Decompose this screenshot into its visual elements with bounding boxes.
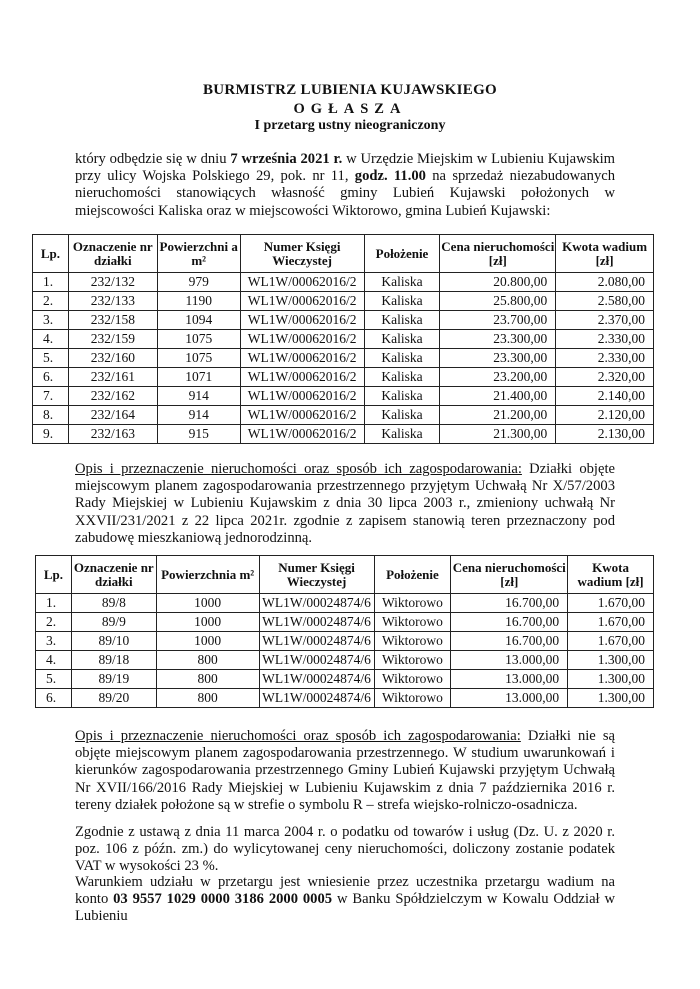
description-label-2: Opis i przeznaczenie nieruchomości oraz sposób ich zagospodarowania:	[75, 728, 521, 744]
plot-price: 13.000,00	[451, 651, 568, 670]
tender-type-heading: I przetarg ustny nieograniczony	[254, 118, 446, 133]
header-plot-number: Oznaczenie nr działki	[68, 235, 157, 273]
plot-price: 16.700,00	[451, 594, 568, 613]
header-price: Cena nieruchomości [zł]	[451, 556, 568, 594]
plot-location: Wiktorowo	[374, 651, 451, 670]
plot-area: 914	[157, 387, 240, 406]
row-lp: 3.	[36, 632, 72, 651]
plot-number: 89/8	[71, 594, 156, 613]
header-land-register: Numer Księgi Wieczystej	[240, 235, 364, 273]
land-register-number: WL1W/00024874/6	[259, 613, 374, 632]
table-row	[33, 425, 654, 444]
plot-area: 800	[156, 651, 259, 670]
plot-price: 13.000,00	[451, 670, 568, 689]
row-lp: 5.	[33, 349, 69, 368]
plot-area: 1094	[157, 311, 240, 330]
table-row	[36, 594, 654, 613]
row-lp: 6.	[36, 689, 72, 708]
plot-location: Kaliska	[364, 273, 440, 292]
mayor-heading: BURMISTRZ LUBIENIA KUJAWSKIEGO	[202, 82, 498, 98]
plot-price: 21.200,00	[440, 406, 556, 425]
plot-location: Kaliska	[364, 368, 440, 387]
table-row	[36, 651, 654, 670]
header-lp: Lp.	[36, 556, 72, 594]
deposit-amount: 1.300,00	[568, 651, 654, 670]
plot-price: 20.800,00	[440, 273, 556, 292]
plot-price: 23.300,00	[440, 330, 556, 349]
announces-heading: OGŁASZA	[293, 101, 407, 117]
deposit-amount: 1.300,00	[568, 689, 654, 708]
plot-number: 89/10	[71, 632, 156, 651]
land-register-number: WL1W/00062016/2	[240, 311, 364, 330]
land-register-number: WL1W/00024874/6	[259, 651, 374, 670]
plot-price: 25.800,00	[440, 292, 556, 311]
plot-number: 232/133	[68, 292, 157, 311]
land-register-number: WL1W/00062016/2	[240, 425, 364, 444]
deposit-paragraph	[75, 874, 615, 926]
header-deposit: Kwota wadium [zł]	[568, 556, 654, 594]
plot-area: 914	[157, 406, 240, 425]
land-register-number: WL1W/00024874/6	[259, 632, 374, 651]
row-lp: 3.	[33, 311, 69, 330]
deposit-text-1: Warunkiem udziału w przetargu jest wniesienie przez uczestnika przetargu wadium na konto	[75, 874, 615, 908]
deposit-amount: 2.130,00	[556, 425, 654, 444]
plot-area: 800	[156, 689, 259, 708]
deposit-amount: 1.670,00	[568, 632, 654, 651]
plot-area: 979	[157, 273, 240, 292]
plot-area: 1075	[157, 330, 240, 349]
row-lp: 9.	[33, 425, 69, 444]
plot-area: 800	[156, 670, 259, 689]
plot-location: Wiktorowo	[374, 594, 451, 613]
description-text-1: Działki objęte miejscowym planem zagospodarowania przestrzennego przyjętym Uchwałą Nr X/57/2003 Rady Miejskiej w Lubieniu Kujawskim z dnia 30 lipca 2003 r., zmieniony uchwałą Nr XXVII/231/2021 z 22 lipca 2021r. zgodnie z zapisem stanowią teren przeznaczony pod zabudowę mieszkaniową jednorodzinną.	[75, 461, 615, 546]
table-row	[33, 387, 654, 406]
plot-location: Kaliska	[364, 292, 440, 311]
vat-paragraph: Zgodnie z ustawą z dnia 11 marca 2004 r. o podatku od towarów i usług (Dz. U. z 2020 r. poz. 106 z późn. zm.) do wylicytowanej ceny nieruchomości, doliczony zostanie podatek VAT w wysokości 23 %.	[75, 824, 615, 875]
deposit-amount: 2.080,00	[556, 273, 654, 292]
plot-number: 232/159	[68, 330, 157, 349]
wiktorowo-plots-table	[35, 555, 654, 708]
land-register-number: WL1W/00062016/2	[240, 292, 364, 311]
plot-price: 21.300,00	[440, 425, 556, 444]
table-row	[36, 632, 654, 651]
plot-number: 232/132	[68, 273, 157, 292]
plot-number: 89/20	[71, 689, 156, 708]
plot-area: 1000	[156, 613, 259, 632]
plot-price: 13.000,00	[451, 689, 568, 708]
tender-hour: godz. 11.00	[354, 168, 426, 185]
tender-date: 7 września 2021 r.	[230, 151, 343, 167]
table-row	[33, 349, 654, 368]
land-register-number: WL1W/00024874/6	[259, 594, 374, 613]
plot-area: 1000	[156, 632, 259, 651]
row-lp: 4.	[33, 330, 69, 349]
plot-location: Wiktorowo	[374, 632, 451, 651]
description-text-2: Działki nie są objęte miejscowym planem zagospodarowania przestrzennego. W studium uwarunkowań i kierunków zagospodarowania przestrzennego Gminy Lubień Kujawski przyjętym Uchwałą Nr XVII/166/2016 Rady Miejskiej w Lubieniu Kujawskim z dnia 7 października 2016 r. tereny działek położone są w strefie o symbolu R – strefa wiejsko-rolniczo-osadnicza.	[75, 728, 616, 813]
header-land-register: Numer Księgi Wieczystej	[259, 556, 374, 594]
header-plot-number: Oznaczenie nr działki	[71, 556, 156, 594]
plot-price: 23.700,00	[440, 311, 556, 330]
plot-location: Kaliska	[364, 387, 440, 406]
plot-location: Wiktorowo	[374, 613, 451, 632]
plot-price: 23.200,00	[440, 368, 556, 387]
header-price: Cena nieruchomości [zł]	[440, 235, 556, 273]
deposit-amount: 1.670,00	[568, 594, 654, 613]
plot-price: 16.700,00	[451, 632, 568, 651]
row-lp: 2.	[36, 613, 72, 632]
land-register-number: WL1W/00024874/6	[259, 670, 374, 689]
land-register-number: WL1W/00062016/2	[240, 387, 364, 406]
plot-price: 21.400,00	[440, 387, 556, 406]
deposit-amount: 2.140,00	[556, 387, 654, 406]
table-row	[33, 273, 654, 292]
deposit-amount: 1.300,00	[568, 670, 654, 689]
intro-text-1: który odbędzie się w dniu	[75, 151, 231, 167]
plot-area: 1000	[156, 594, 259, 613]
bank-account-number: 03 9557 1029 0000 3186 2000 0005	[113, 891, 333, 908]
plot-area: 1190	[157, 292, 240, 311]
plot-location: Wiktorowo	[374, 670, 451, 689]
row-lp: 7.	[33, 387, 69, 406]
land-register-number: WL1W/00062016/2	[240, 406, 364, 425]
header-location: Położenie	[374, 556, 451, 594]
intro-paragraph	[75, 151, 615, 220]
plot-location: Kaliska	[364, 349, 440, 368]
land-register-number: WL1W/00024874/6	[259, 689, 374, 708]
table-row	[36, 613, 654, 632]
row-lp: 8.	[33, 406, 69, 425]
deposit-amount: 2.370,00	[556, 311, 654, 330]
row-lp: 1.	[36, 594, 72, 613]
plot-location: Kaliska	[364, 330, 440, 349]
kaliska-plots-table	[32, 234, 654, 444]
plot-number: 232/161	[68, 368, 157, 387]
plot-number: 89/18	[71, 651, 156, 670]
plot-price: 16.700,00	[451, 613, 568, 632]
row-lp: 5.	[36, 670, 72, 689]
row-lp: 4.	[36, 651, 72, 670]
table-row	[33, 368, 654, 387]
row-lp: 6.	[33, 368, 69, 387]
intro-text-3: na sprzedaż niezabudowanych nieruchomości stanowiących własność gminy Lubień Kujawski położonych w miejscowości Kaliska oraz w miejscowości Wiktorowo, gmina Lubień Kujawski:	[75, 168, 616, 219]
header-lp: Lp.	[33, 235, 69, 273]
plot-number: 232/164	[68, 406, 157, 425]
description-paragraph-1	[75, 461, 615, 547]
header-location: Położenie	[364, 235, 440, 273]
table-row	[36, 689, 654, 708]
plot-number: 89/19	[71, 670, 156, 689]
deposit-text-2: w Banku Spółdzielczym w Kowalu Oddział w Lubieniu	[75, 891, 616, 925]
plot-number: 232/162	[68, 387, 157, 406]
land-register-number: WL1W/00062016/2	[240, 273, 364, 292]
table-row	[33, 330, 654, 349]
deposit-amount: 2.580,00	[556, 292, 654, 311]
plot-location: Kaliska	[364, 406, 440, 425]
land-register-number: WL1W/00062016/2	[240, 349, 364, 368]
plot-number: 232/158	[68, 311, 157, 330]
description-paragraph-2	[75, 728, 615, 814]
deposit-amount: 1.670,00	[568, 613, 654, 632]
intro-text-2: w Urzędzie Miejskim w Lubieniu Kujawskim przy ulicy Wojska Polskiego 29, pok. nr 11,	[75, 151, 615, 185]
deposit-amount: 2.320,00	[556, 368, 654, 387]
row-lp: 1.	[33, 273, 69, 292]
plot-number: 232/160	[68, 349, 157, 368]
deposit-amount: 2.120,00	[556, 406, 654, 425]
deposit-amount: 2.330,00	[556, 330, 654, 349]
deposit-amount: 2.330,00	[556, 349, 654, 368]
row-lp: 2.	[33, 292, 69, 311]
plot-location: Kaliska	[364, 425, 440, 444]
header-deposit: Kwota wadium [zł]	[556, 235, 654, 273]
header-area: Powierzchni a m²	[157, 235, 240, 273]
plot-area: 1071	[157, 368, 240, 387]
plot-area: 1075	[157, 349, 240, 368]
land-register-number: WL1W/00062016/2	[240, 368, 364, 387]
plot-number: 89/9	[71, 613, 156, 632]
plot-location: Kaliska	[364, 311, 440, 330]
table-row	[33, 406, 654, 425]
table-row	[33, 292, 654, 311]
plot-price: 23.300,00	[440, 349, 556, 368]
table-row	[36, 670, 654, 689]
plot-location: Wiktorowo	[374, 689, 451, 708]
table-row	[33, 311, 654, 330]
plot-number: 232/163	[68, 425, 157, 444]
header-area: Powierzchnia m²	[156, 556, 259, 594]
land-register-number: WL1W/00062016/2	[240, 330, 364, 349]
description-label-1: Opis i przeznaczenie nieruchomości oraz sposób ich zagospodarowania:	[75, 461, 522, 477]
plot-area: 915	[157, 425, 240, 444]
